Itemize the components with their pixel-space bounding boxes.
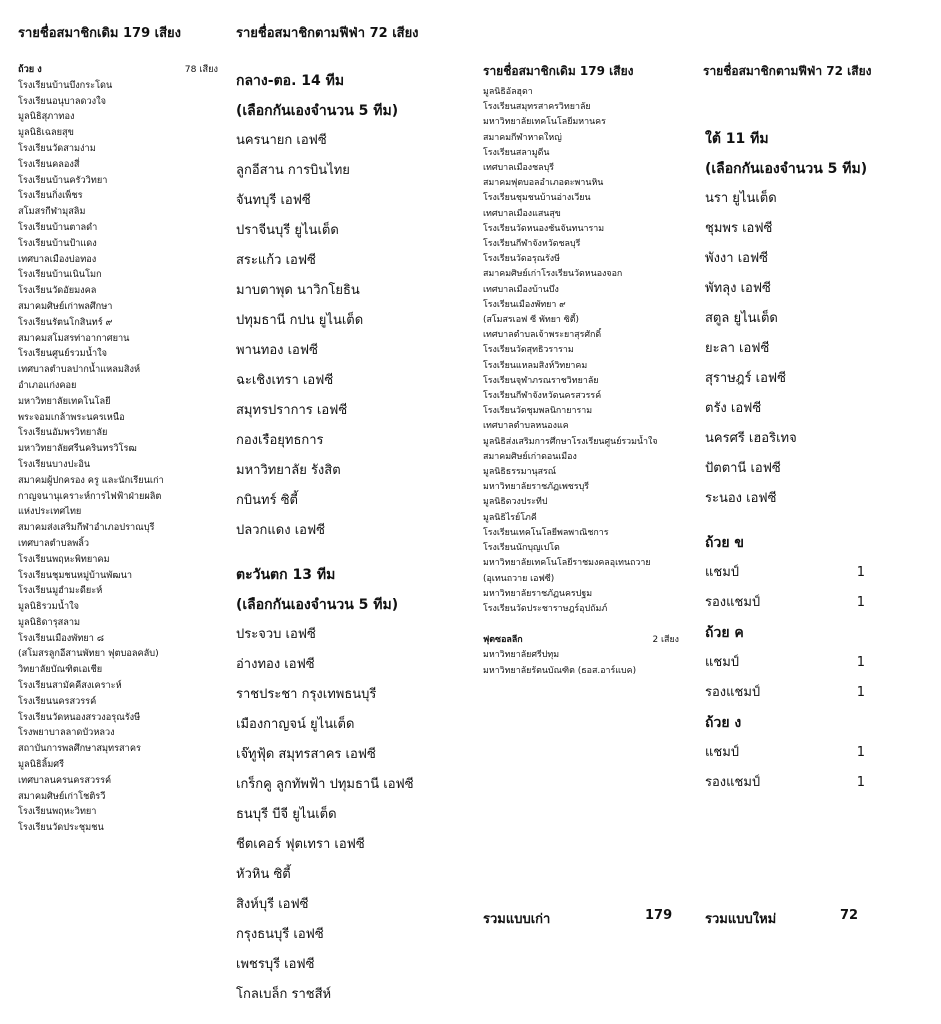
member-item: โรงเรียนเมืองพัทยา ๘	[18, 632, 104, 644]
team-item: โกลเบล็ก ราชสีห์	[236, 987, 332, 1002]
member-item: โรงเรียนพฤหะวิทยา	[18, 806, 97, 818]
member-item: โรงพยาบาลลาดบัวหลวง	[18, 727, 115, 739]
member-item: โรงเรียนศูนย์รวมน้ำใจ	[18, 348, 108, 360]
team-item: เกร็กคู ลูกทัพฟ้า ปทุมธานี เอฟซี	[236, 777, 414, 792]
section-title: ตะวันตก 13 ทีม	[236, 567, 336, 583]
cup-row-name: รองแชมป์	[705, 595, 761, 610]
team-item: จันทบุรี เอฟซี	[236, 193, 311, 208]
team-item: อ่างทอง เอฟซี	[236, 657, 315, 672]
team-item: ยะลา เอฟซี	[705, 341, 770, 356]
member-item: มูลนิธิลิ้มศรี	[18, 759, 65, 771]
team-item: นรา ยูไนเต็ด	[705, 191, 777, 206]
member-item: สมาคมศิษย์เก่าโชติรวี	[18, 790, 106, 802]
member-item: โรงเรียนจุฬาภรณราชวิทยาลัย	[483, 375, 599, 386]
section-subtitle: (เลือกกันเองจำนวน 5 ทีม)	[705, 161, 868, 177]
member-item: เทศบาลเมืองแสนสุข	[483, 208, 561, 219]
member-item: เทศบาลเมืองบ่อทอง	[18, 253, 97, 265]
section-subtitle: (เลือกกันเองจำนวน 5 ทีม)	[236, 103, 399, 119]
cup-row-name: แชมป์	[705, 655, 740, 670]
member-item: โรงเรียนวัดหนองชันจันทนาราม	[483, 223, 605, 234]
member-item: โรงเรียนพฤหะพิทยาคม	[18, 553, 110, 565]
header-old-members-left: รายชื่อสมาชิกเดิม 179 เสียง	[18, 26, 182, 41]
member-item: มูลนิธิดวงประทีป	[483, 497, 548, 508]
team-item: ปทุมธานี กปน ยูไนเต็ด	[236, 313, 364, 328]
team-item: ลูกอีสาน การบินไทย	[236, 163, 350, 178]
member-item: สมาคมส่งเสริมกีฬาอำเภอปราณบุรี	[18, 522, 155, 534]
section-spacer	[236, 546, 466, 560]
member-item: โรงเรียนวัดสุทธิวราราม	[483, 345, 574, 356]
cup-row-name: แชมป์	[705, 565, 740, 580]
member-item: โรงเรียนบ้านตาลดำ	[18, 221, 98, 233]
cup-label: ถ้วย ง	[705, 715, 742, 731]
cup-row	[705, 738, 905, 768]
member-item: โรงเรียนบ้านครัววิทยา	[18, 174, 108, 186]
member-item: แห่งประเทศไทย	[18, 506, 82, 518]
cup-row-name: รองแชมป์	[705, 775, 761, 790]
total-new-label: รวมแบบใหม่	[705, 912, 777, 927]
member-item: วิทยาลัยบัณฑิตเอเชีย	[18, 664, 103, 676]
member-item: (อุเทนถวาย เอฟซี)	[483, 573, 555, 584]
member-item: สมาคมศิษย์เก่าโรงเรียนวัดหนองจอก	[483, 269, 623, 280]
member-item: เทศบาลตำบลปากน้ำแหลมสิงห์	[18, 364, 141, 376]
member-item: โรงเรียนสามัคคีสงเคราะห์	[18, 680, 122, 692]
team-item: ชีตเคอร์ ฟุตเทรา เอฟซี	[236, 837, 365, 852]
member-item: โรงเรียนอัมพรวิทยาลัย	[18, 427, 108, 439]
member-item: โรงเรียนวัดประชาราษฎร์อุปถัมภ์	[483, 603, 608, 614]
member-item: พระจอมเกล้าพระนครเหนือ	[18, 411, 125, 423]
member-item: โรงเรียนมูฮำมะดียะห์	[18, 585, 103, 597]
member-item: มหาวิทยาลัยศรีนครินทรวิโรฒ	[18, 443, 137, 455]
cup-row-count: 1	[856, 655, 865, 670]
member-item: โรงเรียนกีฬาจังหวัดนครสวรรค์	[483, 391, 602, 402]
member-item: มหาวิทยาลัยเทคโนโลยีราชมงคลอุเทนถวาย	[483, 558, 651, 569]
member-item: มหาวิทยาลัยเทคโนโลยี	[18, 395, 111, 407]
team-item: สุราษฎร์ เอฟซี	[705, 371, 786, 386]
team-item: ปลวกแดง เอฟซี	[236, 523, 325, 538]
cup-row	[705, 678, 905, 708]
team-item: ธนบุรี บีจี ยูไนเต็ด	[236, 807, 337, 822]
member-item: โรงเรียนวัดอรุณรังษี	[483, 254, 560, 265]
member-item: มูลนิธิดารุสลาม	[18, 616, 81, 628]
member-item: โรงเรียนแหลมสิงห์วิทยาคม	[483, 360, 588, 371]
section-subtitle: (เลือกกันเองจำนวน 5 ทีม)	[236, 597, 399, 613]
member-item: กาญจนานุเคราะห์การไฟฟ้าฝ่ายผลิต	[18, 490, 162, 502]
member-item: เทศบาลนครนครสวรรค์	[18, 774, 112, 786]
member-item: มหาวิทยาลัยราชภัฏนครปฐม	[483, 588, 593, 599]
header-fifa-members-left: รายชื่อสมาชิกตามฟีฟ่า 72 เสียง	[236, 26, 419, 41]
total-new-value: 72	[840, 908, 859, 923]
team-item: มาบตาพุด นาวิกโยธิน	[236, 283, 360, 298]
total-old-value: 179	[645, 908, 673, 923]
team-item: เมืองกาญจน์ ยูไนเต็ด	[236, 717, 355, 732]
member-item: โรงเรียนสมุทรสาครวิทยาลัย	[483, 102, 591, 113]
member-item: โรงเรียนชุมชนหมู่บ้านพัฒนา	[18, 569, 133, 581]
member-item: เทศบาลตำบลเจ้าพระยาสุรศักดิ์	[483, 330, 602, 341]
cup-row-count: 1	[856, 745, 865, 760]
team-item: ราชประชา กรุงเทพธนบุรี	[236, 687, 377, 702]
member-item: โรงเรียนวัดประชุมชน	[18, 822, 104, 834]
team-item: ตรัง เอฟซี	[705, 401, 762, 416]
team-item: สตูล ยูไนเต็ด	[705, 311, 778, 326]
header-old-members-right: รายชื่อสมาชิกเดิม 179 เสียง	[483, 64, 634, 78]
cup-row-count: 1	[856, 595, 865, 610]
team-item: ระนอง เอฟซี	[705, 491, 777, 506]
member-item: มหาวิทยาลัยเทคโนโลยีมหานคร	[483, 117, 606, 128]
member-item: มหาวิทยาลัยราชภัฏเพชรบุรี	[483, 482, 589, 493]
member-item: เทศบาลเมืองชลบุรี	[483, 163, 554, 174]
futsal-heading	[483, 633, 679, 648]
cup-row-count: 1	[856, 775, 865, 790]
member-item: โรงเรียนบางปะอิน	[18, 458, 91, 470]
member-item: สมาคมกีฬาหาดใหญ่	[483, 132, 562, 143]
member-item: โรงเรียนนครสวรรค์	[18, 695, 97, 707]
team-item: พังงา เอฟซี	[705, 251, 768, 266]
team-item: นครศรี เฮอริเทจ	[705, 431, 797, 446]
member-item: มูลนิธิส่งเสริมการศึกษาโรงเรียนศูนย์รวมน้ำใจ	[483, 436, 658, 447]
member-item: โรงเรียนบ้านเนินโมก	[18, 269, 102, 281]
team-item: พัทลุง เอฟซี	[705, 281, 771, 296]
cup-row	[705, 648, 905, 678]
team-item: เพชรบุรี เอฟซี	[236, 957, 315, 972]
member-item: (สโมสรลูกอีสานพัทยา ฟุตบอลคลับ)	[18, 648, 159, 660]
member-item: โรงเรียนกีฬาจังหวัดชลบุรี	[483, 239, 581, 250]
team-item: นครนายก เอฟซี	[236, 133, 327, 148]
group-count: 78 เสียง	[184, 64, 218, 75]
futsal-member-item: มหาวิทยาลัยศรีปทุม	[483, 650, 560, 661]
cup-row-name: แชมป์	[705, 745, 740, 760]
group-heading	[18, 62, 218, 78]
old-members-list-left	[18, 62, 218, 836]
member-item: มูลนิธิรวมน้ำใจ	[18, 601, 80, 613]
member-item: โรงเรียนบ้านบึงกระโดน	[18, 79, 113, 91]
team-item: หัวหิน ซิตี้	[236, 867, 291, 882]
team-item: เจ๊ทูฟุ้ด สมุทรสาคร เอฟซี	[236, 747, 376, 762]
team-item: มหาวิทยาลัย รังสิต	[236, 463, 341, 478]
member-item: โรงเรียนวัดอัยมงคล	[18, 285, 97, 297]
team-item: สระแก้ว เอฟซี	[236, 253, 316, 268]
member-item: อำเภอแก่งคอย	[18, 379, 77, 391]
fifa-members-list-right	[705, 124, 905, 798]
member-item: สมาคมศิษย์เก่าดอนเมือง	[483, 451, 577, 462]
member-item: สมาคมฟุตบอลอำเภอตะพานหิน	[483, 178, 604, 189]
old-members-list-right	[483, 85, 679, 679]
cup-label: ถ้วย ค	[705, 625, 744, 641]
team-item: ชุมพร เอฟซี	[705, 221, 773, 236]
team-item: สมุทรปราการ เอฟซี	[236, 403, 348, 418]
member-item: โรงเรียนรัตนโกสินทร์ ๙	[18, 316, 113, 328]
team-item: กรุงธนบุรี เอฟซี	[236, 927, 324, 942]
fifa-members-list-left	[236, 66, 466, 1010]
futsal-label: ฟุตซอลลีก	[483, 635, 523, 646]
team-item: พานทอง เอฟซี	[236, 343, 318, 358]
cup-row-count: 1	[856, 565, 865, 580]
futsal-member-item: มหาวิทยาลัยรัตนบัณฑิต (ธอส.อาร์แบค)	[483, 665, 637, 676]
section-title: กลาง-ตอ. 14 ทีม	[236, 73, 345, 89]
member-item: โรงเรียนสลามูดีน	[483, 147, 550, 158]
member-item: โรงเรียนเทคโนโลยีพลพาณิชการ	[483, 527, 609, 538]
member-item: โรงเรียนกิ่งเพ็ชร	[18, 190, 83, 202]
team-item: กองเรือยุทธการ	[236, 433, 324, 448]
member-item: มูลนิธิเฉลยสุข	[18, 127, 74, 139]
cup-row	[705, 588, 905, 618]
member-item: โรงเรียนอนุบาลดวงใจ	[18, 95, 106, 107]
cup-row	[705, 558, 905, 588]
member-item: เทศบาลตำบลพลิ้ว	[18, 537, 90, 549]
member-item: สถาบันการพลศึกษาสมุทรสาคร	[18, 743, 141, 755]
member-item: สมาคมผู้ปกครอง ครู และนักเรียนเก่า	[18, 474, 164, 486]
total-old-label: รวมแบบเก่า	[483, 912, 551, 927]
futsal-count: 2 เสียง	[652, 635, 679, 646]
member-item: โรงเรียนวัดชุมพลนิกายาราม	[483, 406, 593, 417]
team-item: ปัตตานี เอฟซี	[705, 461, 781, 476]
member-item: โรงเรียนคลองสี่	[18, 158, 80, 170]
team-item: ประจวบ เอฟซี	[236, 627, 316, 642]
cup-label: ถ้วย ข	[705, 535, 744, 551]
member-item: เทศบาลเมืองบ้านบึง	[483, 284, 559, 295]
team-item: สิงห์บุรี เอฟซี	[236, 897, 309, 912]
section-title: ใต้ 11 ทีม	[705, 131, 769, 147]
member-item: มูลนิธิธรรมานุสรณ์	[483, 467, 557, 478]
member-item: มูลนิธิสุภาทอง	[18, 111, 75, 123]
member-item: โรงเรียนวัดสามง่าม	[18, 142, 96, 154]
team-item: กบินทร์ ซิตี้	[236, 493, 298, 508]
member-item: โรงเรียนวัดหนองสรวงอรุณรังษี	[18, 711, 141, 723]
group-label: ถ้วย ง	[18, 64, 42, 75]
member-item: สมาคมสโมสรท่าอากาศยาน	[18, 332, 130, 344]
member-item: โรงเรียนบ้านป้าแดง	[18, 237, 97, 249]
member-item: โรงเรียนชุมชนบ้านอ่างเวียน	[483, 193, 591, 204]
member-item: สโมสรกีฬามุสลิม	[18, 206, 86, 218]
member-item: เทศบาลตำบลหนองแค	[483, 421, 569, 432]
team-item: ฉะเชิงเทรา เอฟซี	[236, 373, 334, 388]
member-item: (สโมสรเอฟ ซี พัทยา ซิตี้)	[483, 315, 579, 326]
team-item: ปราจีนบุรี ยูไนเต็ด	[236, 223, 339, 238]
header-fifa-members-right: รายชื่อสมาชิกตามฟีฟ่า 72 เสียง	[703, 64, 872, 78]
cup-row-count: 1	[856, 685, 865, 700]
member-item: โรงเรียนเมืองพัทยา ๙	[483, 299, 566, 310]
member-item: โรงเรียนนักบุญเปโต	[483, 543, 560, 554]
member-item: มูลนิธิอัลฮุดา	[483, 87, 533, 97]
cup-row	[705, 768, 905, 798]
member-item: สมาคมศิษย์เก่าพลศึกษา	[18, 300, 113, 312]
member-item: มูลนิธิไรย์โภคี	[483, 512, 537, 523]
cup-row-name: รองแชมป์	[705, 685, 761, 700]
